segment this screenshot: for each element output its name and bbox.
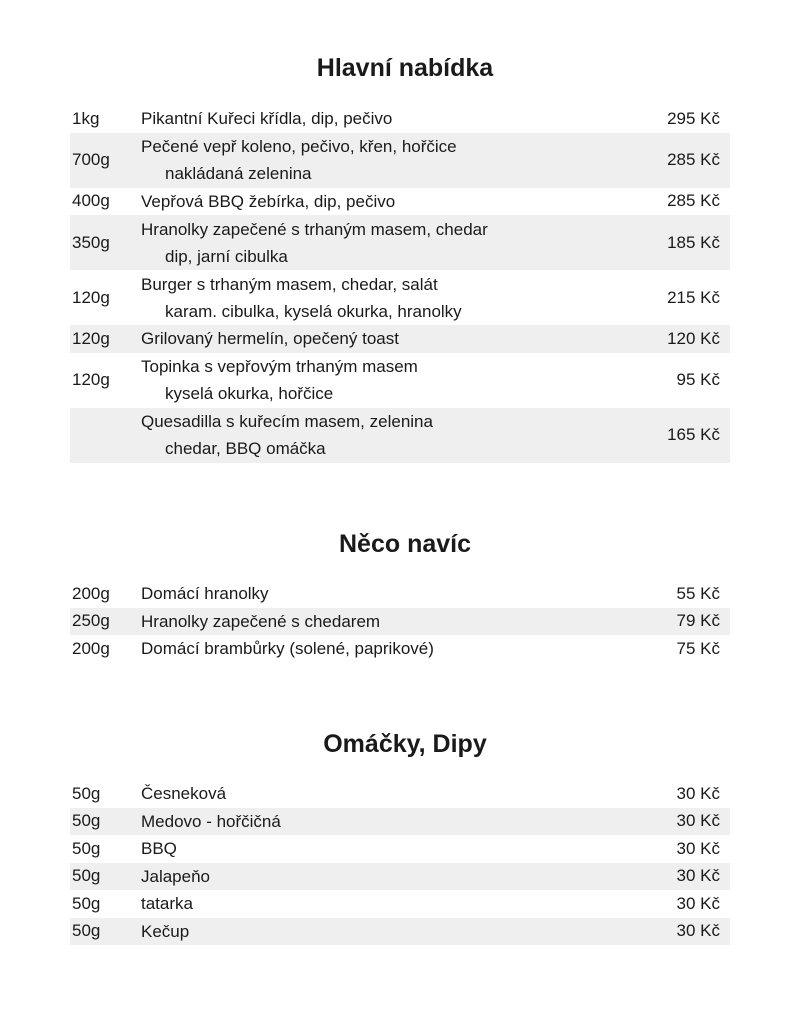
item-name-line: Hranolky zapečené s trhaným masem, chedar (141, 219, 488, 239)
item-name-line: tatarka (141, 894, 193, 914)
item-price: 55 Kč (676, 583, 720, 603)
section-title-extras: Něco navíc (338, 530, 471, 558)
item-price: 30 Kč (676, 893, 720, 913)
item-name-line: Quesadilla s kuřecím masem, zelenina (141, 412, 433, 431)
item-name-line: Vepřová BBQ žebírka, dip, pečivo (141, 191, 396, 211)
item-weight: 350g (72, 232, 110, 252)
item-weight: 120g (72, 370, 110, 389)
item-price: 95 Kč (676, 370, 720, 389)
item-price: 30 Kč (676, 921, 720, 941)
item-name-line: Česneková (141, 784, 227, 804)
item-name-line: BBQ (141, 839, 177, 859)
item-name-line: Domácí hranolky (141, 584, 269, 604)
item-name-line: karam. cibulka, kyselá okurka, hranolky (165, 301, 462, 321)
item-name (141, 780, 600, 807)
item-price: 165 Kč (667, 425, 720, 444)
item-name (141, 918, 600, 945)
item-name (141, 608, 600, 635)
item-name (141, 188, 600, 215)
item-weight: 50g (72, 838, 101, 858)
item-price: 79 Kč (676, 611, 720, 631)
item-price: 185 Kč (667, 232, 720, 252)
item-weight: 50g (72, 866, 101, 886)
item-price: 295 Kč (667, 108, 720, 128)
item-price: 30 Kč (676, 783, 720, 803)
menu-item-row (70, 353, 730, 408)
menu-table-sauces (70, 780, 730, 945)
item-weight: 400g (72, 191, 110, 211)
menu-item-row (70, 835, 730, 863)
item-price: 215 Kč (667, 287, 720, 307)
item-name-line: Jalapeňo (141, 866, 211, 886)
menu-item-row (70, 890, 730, 918)
menu-item-row (70, 105, 730, 133)
item-weight: 50g (72, 893, 101, 913)
item-name-line: Burger s trhaným masem, chedar, salát (141, 274, 438, 294)
item-name-line: Grilovaný hermelín, opečený toast (141, 329, 399, 349)
menu-item-row (70, 780, 730, 808)
item-name (141, 216, 600, 270)
item-name (141, 835, 600, 862)
menu-item-row (70, 635, 730, 663)
item-name (141, 635, 600, 662)
item-weight: 200g (72, 583, 110, 603)
menu-item-row (70, 188, 730, 216)
item-name (141, 133, 600, 187)
item-weight: 1kg (72, 108, 100, 128)
item-price: 75 Kč (676, 638, 720, 658)
item-name-line: Topinka s vepřovým trhaným masem (141, 357, 418, 376)
item-price: 285 Kč (667, 150, 720, 169)
section-title-sauces: Omáčky, Dipy (323, 730, 487, 758)
item-weight: 700g (72, 150, 110, 169)
menu-item-row (70, 918, 730, 946)
item-name (141, 890, 600, 917)
menu-table-main (70, 105, 730, 463)
item-name (141, 863, 600, 890)
item-name (141, 408, 600, 462)
menu-table-extras (70, 580, 730, 663)
item-name (141, 808, 600, 835)
section-title-main: Hlavní nabídka (316, 54, 494, 82)
menu-item-row (70, 863, 730, 891)
menu-item-row (70, 408, 730, 463)
item-weight: 50g (72, 921, 101, 941)
item-name-line: nakládaná zelenina (165, 164, 312, 183)
item-name-line: Kečup (141, 921, 190, 941)
item-name-line: Pikantní Kuřeci křídla, dip, pečivo (141, 109, 393, 129)
item-name (141, 325, 600, 352)
item-price: 30 Kč (676, 811, 720, 831)
menu-item-row (70, 580, 730, 608)
item-price: 285 Kč (667, 191, 720, 211)
item-price: 30 Kč (676, 866, 720, 886)
item-weight: 120g (72, 328, 110, 348)
menu-item-row (70, 270, 730, 325)
item-name-line: Hranolky zapečené s chedarem (141, 611, 381, 631)
item-price: 120 Kč (667, 328, 720, 348)
item-name (141, 353, 600, 407)
item-weight: 250g (72, 611, 110, 631)
item-name (141, 271, 600, 325)
menu-item-row (70, 808, 730, 836)
item-name-line: Domácí brambůrky (solené, paprikové) (141, 639, 434, 659)
menu-item-row (70, 133, 730, 188)
item-name-line: chedar, BBQ omáčka (165, 439, 326, 458)
item-weight: 50g (72, 811, 101, 831)
item-weight: 200g (72, 638, 110, 658)
menu-item-row (70, 608, 730, 636)
item-name (141, 105, 600, 132)
item-weight: 120g (72, 287, 110, 307)
menu-item-row (70, 215, 730, 270)
item-name-line: Medovo - hořčičná (141, 811, 281, 831)
item-name-line: kyselá okurka, hořčice (165, 384, 334, 403)
item-price: 30 Kč (676, 838, 720, 858)
item-name-line: Pečené vepř koleno, pečivo, křen, hořčice (141, 137, 457, 156)
menu-item-row (70, 325, 730, 353)
item-weight: 50g (72, 783, 101, 803)
item-name (141, 580, 600, 607)
item-name-line: dip, jarní cibulka (165, 246, 288, 266)
